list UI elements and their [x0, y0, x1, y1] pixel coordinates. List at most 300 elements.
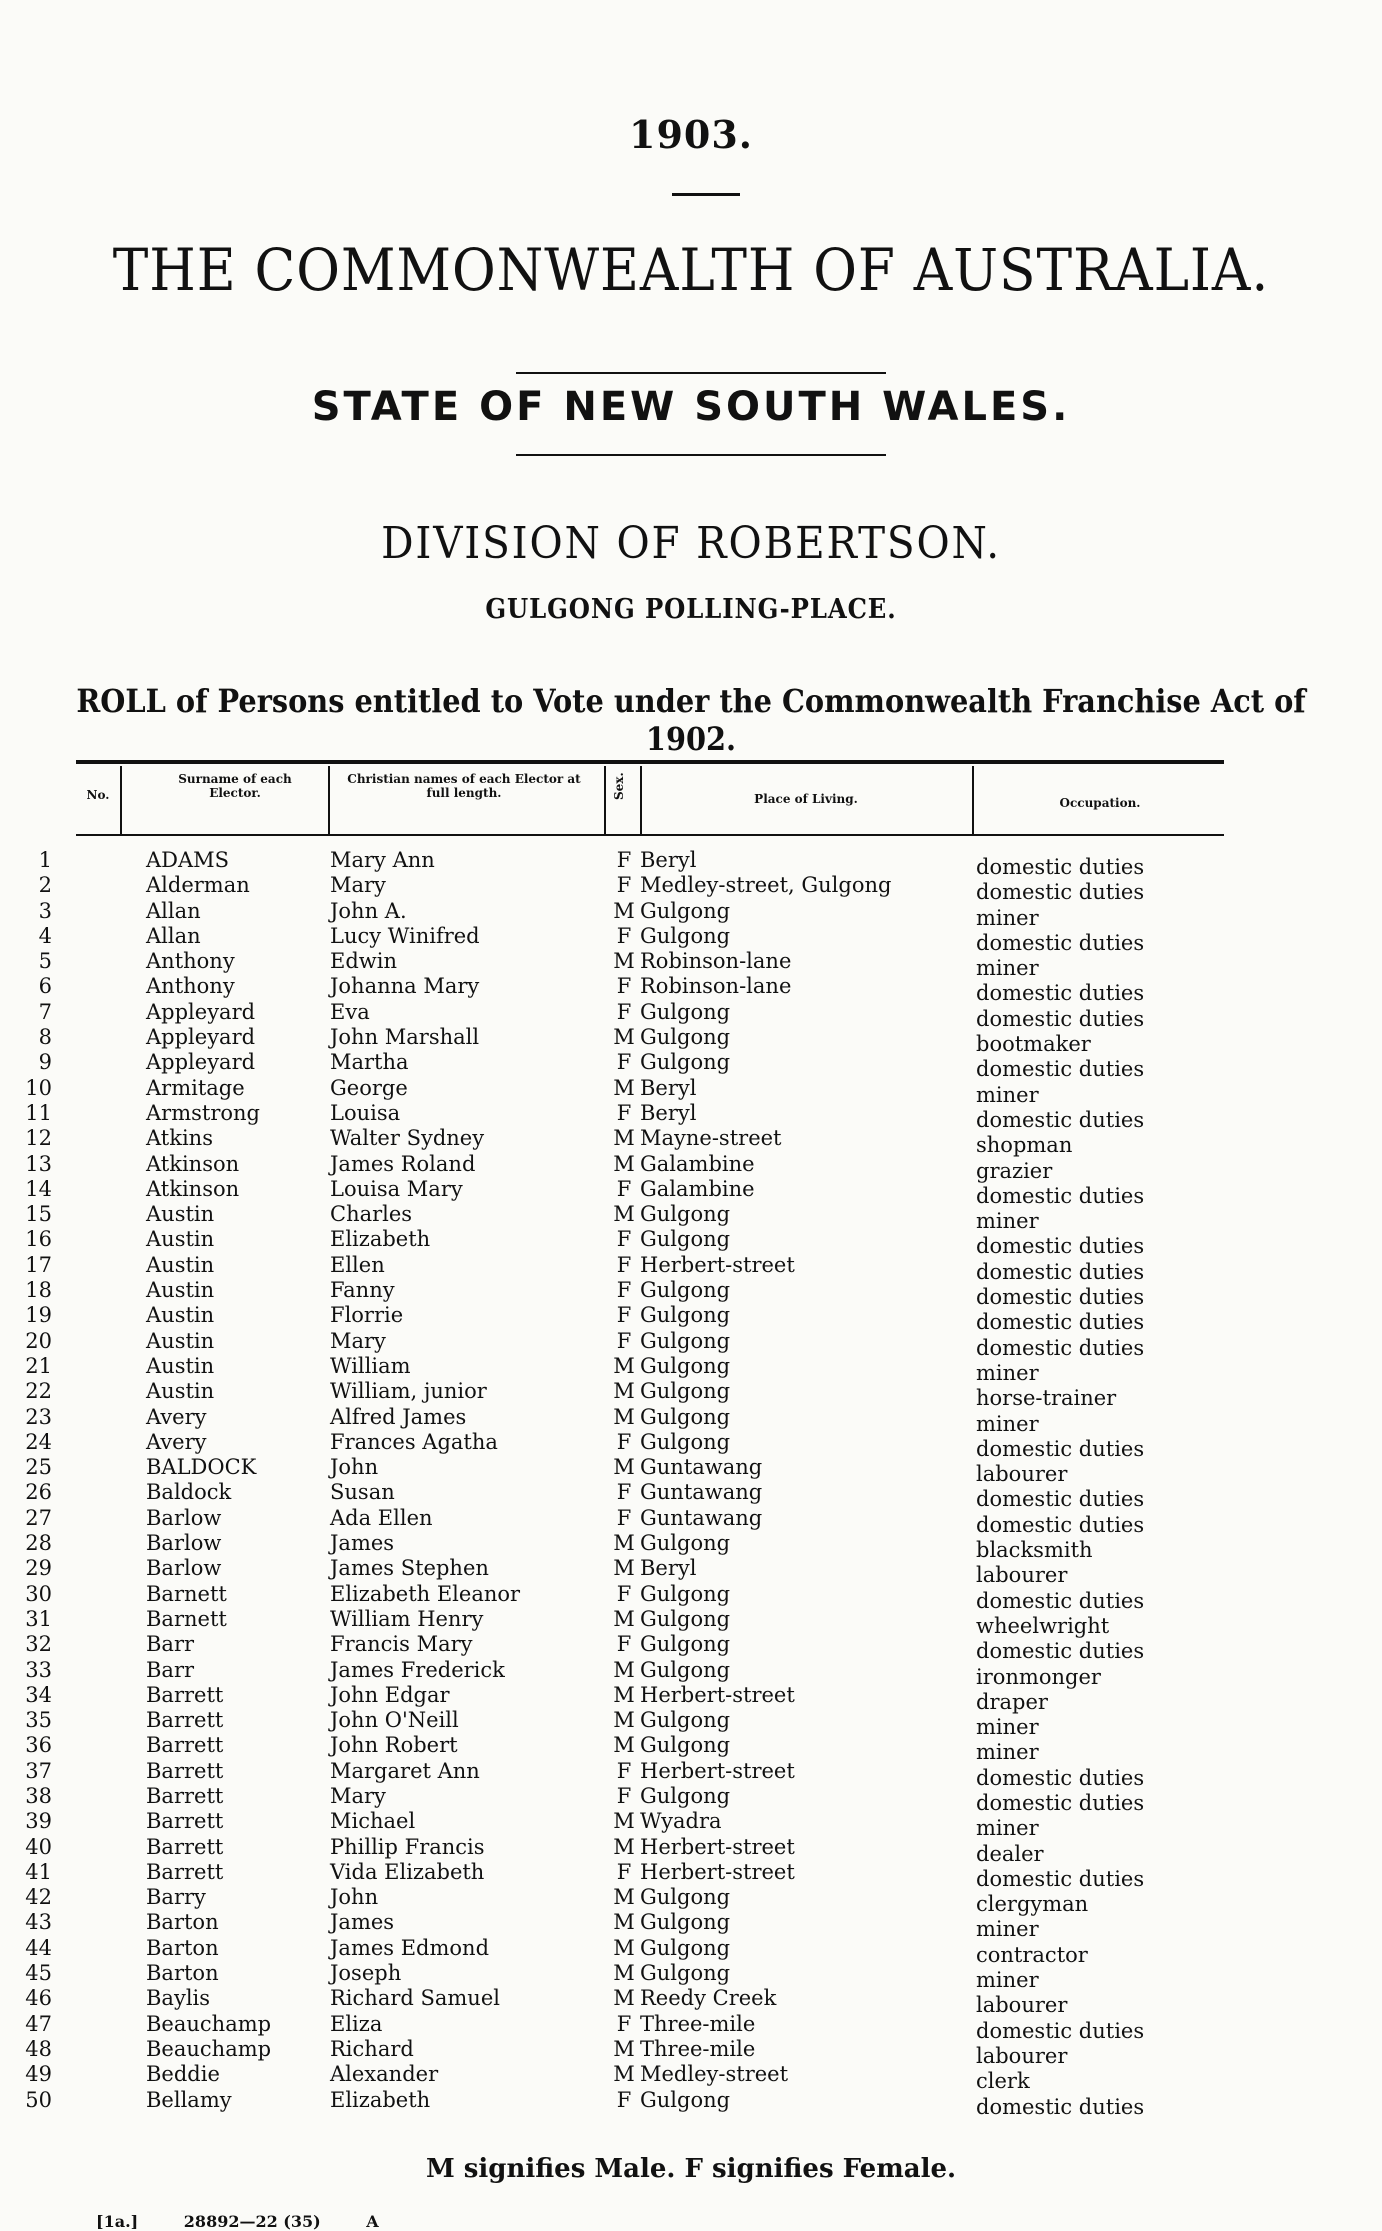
elector-occupation: domestic duties — [976, 1234, 1145, 1259]
elector-surname: Allan — [146, 898, 201, 923]
elector-surname: Barrett — [146, 1783, 224, 1808]
elector-number: 39 — [25, 1809, 52, 1834]
table-row — [0, 1455, 1382, 1487]
elector-place: Mayne-street — [640, 1126, 782, 1151]
elector-sex: M — [613, 2062, 635, 2087]
elector-christian-names: Eliza — [330, 2011, 383, 2036]
elector-christian-names: Richard — [330, 2036, 414, 2061]
elector-surname: Austin — [146, 1328, 215, 1353]
table-row — [0, 1708, 1382, 1740]
elector-place: Gulgong — [640, 1278, 731, 1303]
elector-surname: Austin — [146, 1278, 215, 1303]
elector-christian-names: Johanna Mary — [330, 974, 480, 999]
elector-number: 6 — [38, 974, 52, 999]
elector-surname: Beauchamp — [146, 2036, 272, 2061]
elector-christian-names: Elizabeth Eleanor — [330, 1581, 521, 1606]
elector-christian-names: Lucy Winifred — [330, 923, 480, 948]
elector-surname: Austin — [146, 1227, 215, 1252]
table-row — [0, 1531, 1382, 1563]
elector-sex: M — [613, 1606, 635, 1631]
elector-number: 12 — [25, 1126, 52, 1151]
column-divider — [972, 766, 974, 834]
elector-surname: Barton — [146, 1935, 219, 1960]
elector-surname: Barr — [146, 1657, 195, 1682]
table-row — [0, 949, 1382, 981]
elector-christian-names: John O'Neill — [330, 1708, 459, 1733]
elector-surname: Armitage — [146, 1075, 245, 1100]
elector-number: 17 — [25, 1252, 52, 1277]
table-row — [0, 1176, 1382, 1208]
table-row — [0, 1885, 1382, 1917]
elector-christian-names: Elizabeth — [330, 1227, 431, 1252]
elector-surname: Avery — [146, 1429, 207, 1454]
elector-number: 27 — [25, 1505, 52, 1530]
elector-number: 13 — [25, 1151, 52, 1176]
table-row — [0, 1126, 1382, 1158]
elector-place: Gulgong — [640, 1606, 731, 1631]
elector-occupation: miner — [976, 905, 1039, 930]
print-code-letter: A — [366, 2212, 379, 2231]
elector-sex: M — [613, 898, 635, 923]
elector-place: Gulgong — [640, 1379, 731, 1404]
elector-surname: Baldock — [146, 1480, 232, 1505]
table-row — [0, 1657, 1382, 1689]
elector-surname: Austin — [146, 1303, 215, 1328]
elector-occupation: miner — [976, 1209, 1039, 1234]
table-row — [0, 1859, 1382, 1891]
elector-surname: Austin — [146, 1252, 215, 1277]
elector-surname: Barnett — [146, 1581, 227, 1606]
elector-sex: M — [613, 1657, 635, 1682]
elector-surname: Barry — [146, 1885, 206, 1910]
elector-occupation: domestic duties — [976, 1790, 1145, 1815]
table-row — [0, 1834, 1382, 1866]
elector-place: Three-mile — [640, 2036, 756, 2061]
elector-number: 15 — [25, 1202, 52, 1227]
table-row — [0, 1353, 1382, 1385]
elector-christian-names: Margaret Ann — [330, 1758, 480, 1783]
elector-place: Gulgong — [640, 1961, 731, 1986]
elector-number: 35 — [25, 1708, 52, 1733]
elector-occupation: domestic duties — [976, 1259, 1145, 1284]
elector-christian-names: Mary — [330, 1783, 386, 1808]
elector-surname: Barrett — [146, 1733, 224, 1758]
elector-place: Beryl — [640, 1556, 697, 1581]
elector-surname: BALDOCK — [146, 1455, 257, 1480]
table-row — [0, 1809, 1382, 1841]
elector-occupation: domestic duties — [976, 1006, 1145, 1031]
roll-caption: ROLL of Persons entitled to Vote under the Commonwealth Franchise Act of 1902. — [76, 682, 1306, 758]
elector-occupation: wheelwright — [976, 1613, 1110, 1638]
elector-christian-names: Louisa Mary — [330, 1176, 463, 1201]
elector-occupation: miner — [976, 1740, 1039, 1765]
elector-number: 19 — [25, 1303, 52, 1328]
elector-place: Gulgong — [640, 1227, 731, 1252]
elector-christian-names: Mary — [330, 873, 386, 898]
elector-place: Gulgong — [640, 1708, 731, 1733]
elector-sex: F — [616, 1505, 632, 1530]
elector-place: Gulgong — [640, 898, 731, 923]
elector-place: Herbert-street — [640, 1859, 795, 1884]
table-row — [0, 1151, 1382, 1183]
table-row — [0, 1986, 1382, 2018]
elector-occupation: ironmonger — [976, 1664, 1101, 1689]
elector-surname: Atkinson — [146, 1151, 240, 1176]
elector-place: Gulgong — [640, 1025, 731, 1050]
elector-christian-names: William Henry — [330, 1606, 484, 1631]
elector-surname: Barton — [146, 1961, 219, 1986]
elector-surname: Austin — [146, 1379, 215, 1404]
elector-place: Herbert-street — [640, 1758, 795, 1783]
table-row — [0, 2062, 1382, 2094]
table-row — [0, 1783, 1382, 1815]
elector-sex: M — [613, 1834, 635, 1859]
elector-christian-names: John Edgar — [330, 1682, 450, 1707]
elector-sex: M — [613, 1379, 635, 1404]
elector-number: 11 — [25, 1100, 52, 1125]
elector-surname: Barlow — [146, 1531, 222, 1556]
elector-number: 41 — [25, 1859, 52, 1884]
elector-number: 25 — [25, 1455, 52, 1480]
elector-christian-names: George — [330, 1075, 408, 1100]
elector-place: Gulgong — [640, 1303, 731, 1328]
polling-place-heading: GULGONG POLLING-PLACE. — [485, 594, 897, 625]
elector-number: 16 — [25, 1227, 52, 1252]
elector-occupation: labourer — [976, 1993, 1068, 2018]
elector-occupation: contractor — [976, 1942, 1088, 1967]
elector-surname: Austin — [146, 1202, 215, 1227]
elector-surname: Appleyard — [146, 1025, 256, 1050]
elector-place: Medley-street, Gulgong — [640, 873, 892, 898]
table-row — [0, 1252, 1382, 1284]
elector-sex: M — [613, 1708, 635, 1733]
elector-surname: Barrett — [146, 1834, 224, 1859]
header-surname: Surname of each Elector. — [178, 772, 292, 800]
elector-number: 50 — [25, 2087, 52, 2112]
year-heading: 1903. — [629, 112, 753, 157]
elector-sex: F — [616, 1303, 632, 1328]
table-row — [0, 1303, 1382, 1335]
elector-place: Medley-street — [640, 2062, 789, 2087]
elector-number: 23 — [25, 1404, 52, 1429]
elector-christian-names: John Marshall — [330, 1025, 480, 1050]
elector-number: 22 — [25, 1379, 52, 1404]
elector-occupation: domestic duties — [976, 1107, 1145, 1132]
elector-number: 2 — [38, 873, 52, 898]
elector-occupation: miner — [976, 1816, 1039, 1841]
elector-number: 18 — [25, 1278, 52, 1303]
elector-occupation: miner — [976, 1411, 1039, 1436]
elector-number: 46 — [25, 1986, 52, 2011]
elector-christian-names: John — [330, 1885, 379, 1910]
elector-number: 45 — [25, 1961, 52, 1986]
elector-sex: M — [613, 1556, 635, 1581]
elector-place: Gulgong — [640, 1328, 731, 1353]
elector-christian-names: Frances Agatha — [330, 1429, 498, 1454]
elector-surname: Beauchamp — [146, 2011, 272, 2036]
elector-sex: F — [616, 1480, 632, 1505]
elector-christian-names: Eva — [330, 999, 370, 1024]
column-divider — [604, 766, 606, 834]
elector-surname: Barnett — [146, 1606, 227, 1631]
table-row — [0, 1328, 1382, 1360]
table-row — [0, 1379, 1382, 1411]
elector-sex: M — [613, 1202, 635, 1227]
elector-place: Robinson-lane — [640, 949, 792, 974]
elector-surname: Austin — [146, 1353, 215, 1378]
elector-surname: Avery — [146, 1404, 207, 1429]
elector-number: 28 — [25, 1531, 52, 1556]
elector-surname: Barrett — [146, 1682, 224, 1707]
table-row — [0, 848, 1382, 879]
table-row — [0, 1100, 1382, 1132]
elector-place: Robinson-lane — [640, 974, 792, 999]
elector-place: Herbert-street — [640, 1252, 795, 1277]
elector-occupation: grazier — [976, 1158, 1053, 1183]
elector-number: 5 — [38, 949, 52, 974]
elector-christian-names: Louisa — [330, 1100, 401, 1125]
elector-christian-names: Joseph — [330, 1961, 402, 1986]
elector-occupation: clerk — [976, 2069, 1030, 2094]
divider-short — [672, 193, 740, 196]
elector-number: 7 — [38, 999, 52, 1024]
elector-sex: M — [613, 1353, 635, 1378]
elector-number: 9 — [38, 1050, 52, 1075]
elector-place: Gulgong — [640, 1353, 731, 1378]
table-row — [0, 974, 1382, 1006]
elector-place: Gulgong — [640, 1581, 731, 1606]
elector-number: 42 — [25, 1885, 52, 1910]
elector-surname: Barlow — [146, 1556, 222, 1581]
header-place: Place of Living. — [754, 792, 858, 806]
table-row — [0, 1429, 1382, 1461]
elector-christian-names: Walter Sydney — [330, 1126, 485, 1151]
elector-place: Beryl — [640, 1100, 697, 1125]
header-occupation: Occupation. — [1059, 796, 1141, 810]
elector-christian-names: Vida Elizabeth — [330, 1859, 485, 1884]
elector-christian-names: James Frederick — [330, 1657, 505, 1682]
elector-surname: Barrett — [146, 1758, 224, 1783]
elector-number: 48 — [25, 2036, 52, 2061]
elector-number: 31 — [25, 1606, 52, 1631]
elector-sex: M — [613, 1986, 635, 2011]
elector-surname: Barlow — [146, 1505, 222, 1530]
print-code-sheet: [1a.] — [96, 2212, 139, 2231]
table-row — [0, 1733, 1382, 1765]
elector-occupation: domestic duties — [976, 1183, 1145, 1208]
division-heading: DIVISION OF ROBERTSON. — [381, 518, 1001, 569]
elector-occupation: miner — [976, 956, 1039, 981]
sex-legend: M signifies Male. F signifies Female. — [425, 2154, 957, 2184]
table-row — [0, 873, 1382, 905]
elector-christian-names: James Stephen — [330, 1556, 489, 1581]
elector-occupation: labourer — [976, 1563, 1068, 1588]
elector-sex: F — [616, 873, 632, 898]
elector-christian-names: Alexander — [330, 2062, 439, 2087]
table-header-rule — [76, 834, 1224, 836]
elector-sex: F — [616, 1050, 632, 1075]
elector-surname: Anthony — [146, 949, 235, 974]
elector-number: 21 — [25, 1353, 52, 1378]
elector-place: Gulgong — [640, 923, 731, 948]
elector-christian-names: Martha — [330, 1050, 409, 1075]
elector-place: Reedy Creek — [640, 1986, 777, 2011]
elector-occupation: horse-trainer — [976, 1386, 1117, 1411]
table-row — [0, 898, 1382, 930]
elector-sex: M — [613, 1733, 635, 1758]
elector-place: Gulgong — [640, 1935, 731, 1960]
elector-christian-names: Susan — [330, 1480, 395, 1505]
elector-sex: M — [613, 1404, 635, 1429]
elector-occupation: shopman — [976, 1133, 1073, 1158]
elector-sex: F — [616, 1859, 632, 1884]
elector-sex: F — [616, 1278, 632, 1303]
elector-occupation: labourer — [976, 2043, 1068, 2068]
elector-sex: M — [613, 1126, 635, 1151]
table-row — [0, 1632, 1382, 1664]
elector-place: Gulgong — [640, 1910, 731, 1935]
elector-surname: Armstrong — [146, 1100, 260, 1125]
elector-surname: Appleyard — [146, 1050, 256, 1075]
elector-number: 34 — [25, 1682, 52, 1707]
elector-surname: Barrett — [146, 1859, 224, 1884]
elector-christian-names: John Robert — [330, 1733, 458, 1758]
elector-occupation: domestic duties — [976, 930, 1145, 955]
elector-number: 43 — [25, 1910, 52, 1935]
elector-surname: Barrett — [146, 1708, 224, 1733]
elector-place: Gulgong — [640, 999, 731, 1024]
elector-place: Beryl — [640, 848, 697, 872]
elector-sex: M — [613, 1961, 635, 1986]
elector-occupation: domestic duties — [976, 1588, 1145, 1613]
elector-occupation: domestic duties — [976, 1512, 1145, 1537]
table-row — [0, 2087, 1382, 2119]
elector-sex: M — [613, 2036, 635, 2061]
elector-place: Gulgong — [640, 1202, 731, 1227]
elector-occupation: dealer — [976, 1841, 1044, 1866]
elector-occupation: clergyman — [976, 1892, 1089, 1917]
elector-christian-names: John — [330, 1455, 379, 1480]
elector-surname: Baylis — [146, 1986, 211, 2011]
elector-christian-names: James Roland — [330, 1151, 476, 1176]
elector-number: 40 — [25, 1834, 52, 1859]
elector-christian-names: William — [330, 1353, 411, 1378]
elector-sex: M — [613, 1935, 635, 1960]
elector-number: 14 — [25, 1176, 52, 1201]
column-divider — [328, 766, 330, 834]
elector-surname: Appleyard — [146, 999, 256, 1024]
elector-sex: F — [616, 2087, 632, 2112]
document-title: THE COMMONWEALTH OF AUSTRALIA. — [112, 236, 1270, 304]
elector-christian-names: Elizabeth — [330, 2087, 431, 2112]
column-divider — [640, 766, 642, 834]
elector-sex: M — [613, 1075, 635, 1100]
elector-number: 33 — [25, 1657, 52, 1682]
elector-place: Gulgong — [640, 1050, 731, 1075]
elector-christian-names: Michael — [330, 1809, 416, 1834]
elector-list — [0, 848, 1382, 2119]
elector-christian-names: Phillip Francis — [330, 1834, 485, 1859]
elector-sex: F — [616, 1100, 632, 1125]
elector-occupation: draper — [976, 1689, 1048, 1714]
elector-place: Gulgong — [640, 1783, 731, 1808]
elector-number: 20 — [25, 1328, 52, 1353]
elector-occupation: bootmaker — [976, 1032, 1091, 1057]
elector-sex: M — [613, 1682, 635, 1707]
elector-surname: Bellamy — [146, 2087, 232, 2112]
table-row — [0, 1025, 1382, 1057]
elector-christian-names: Mary — [330, 1328, 386, 1353]
elector-number: 4 — [38, 923, 52, 948]
elector-number: 26 — [25, 1480, 52, 1505]
elector-christian-names: Ada Ellen — [330, 1505, 433, 1530]
elector-place: Gulgong — [640, 2087, 731, 2112]
elector-occupation: domestic duties — [976, 1057, 1145, 1082]
elector-christian-names: Richard Samuel — [330, 1986, 500, 2011]
table-row — [0, 1404, 1382, 1436]
elector-christian-names: Ellen — [330, 1252, 385, 1277]
table-row — [0, 1505, 1382, 1537]
elector-sex: M — [613, 1910, 635, 1935]
elector-occupation: miner — [976, 1082, 1039, 1107]
elector-christian-names: Fanny — [330, 1278, 395, 1303]
table-row — [0, 923, 1382, 955]
elector-sex: M — [613, 949, 635, 974]
elector-place: Three-mile — [640, 2011, 756, 2036]
table-row — [0, 1961, 1382, 1993]
elector-sex: F — [616, 1328, 632, 1353]
elector-occupation: domestic duties — [976, 2018, 1145, 2043]
elector-surname: Barton — [146, 1910, 219, 1935]
elector-sex: F — [616, 1581, 632, 1606]
elector-occupation: miner — [976, 1360, 1039, 1385]
elector-sex: M — [613, 1885, 635, 1910]
elector-sex: F — [616, 848, 632, 872]
elector-number: 32 — [25, 1632, 52, 1657]
elector-place: Gulgong — [640, 1885, 731, 1910]
elector-sex: F — [616, 974, 632, 999]
print-code-number: 28892—22 (35) — [183, 2212, 321, 2231]
elector-christian-names: William, junior — [330, 1379, 487, 1404]
elector-christian-names: John A. — [330, 898, 407, 923]
elector-place: Gulgong — [640, 1632, 731, 1657]
elector-occupation: domestic duties — [976, 1310, 1145, 1335]
elector-number: 8 — [38, 1025, 52, 1050]
elector-occupation: domestic duties — [976, 1335, 1145, 1360]
elector-occupation: domestic duties — [976, 2094, 1145, 2119]
elector-christian-names: Mary Ann — [330, 848, 435, 872]
elector-christian-names: Alfred James — [330, 1404, 467, 1429]
elector-number: 24 — [25, 1429, 52, 1454]
elector-sex: F — [616, 1783, 632, 1808]
elector-sex: M — [613, 1025, 635, 1050]
elector-surname: Barr — [146, 1632, 195, 1657]
elector-number: 44 — [25, 1935, 52, 1960]
table-row — [0, 1227, 1382, 1259]
elector-number: 47 — [25, 2011, 52, 2036]
elector-place: Galambine — [640, 1176, 755, 1201]
elector-occupation: domestic duties — [976, 1285, 1145, 1310]
state-heading: STATE OF NEW SOUTH WALES. — [311, 384, 1071, 430]
table-row — [0, 1202, 1382, 1234]
elector-number: 3 — [38, 898, 52, 923]
table-row — [0, 1480, 1382, 1512]
elector-surname: Anthony — [146, 974, 235, 999]
elector-place: Gulgong — [640, 1733, 731, 1758]
elector-occupation: domestic duties — [976, 880, 1145, 905]
elector-number: 38 — [25, 1783, 52, 1808]
elector-surname: Beddie — [146, 2062, 220, 2087]
